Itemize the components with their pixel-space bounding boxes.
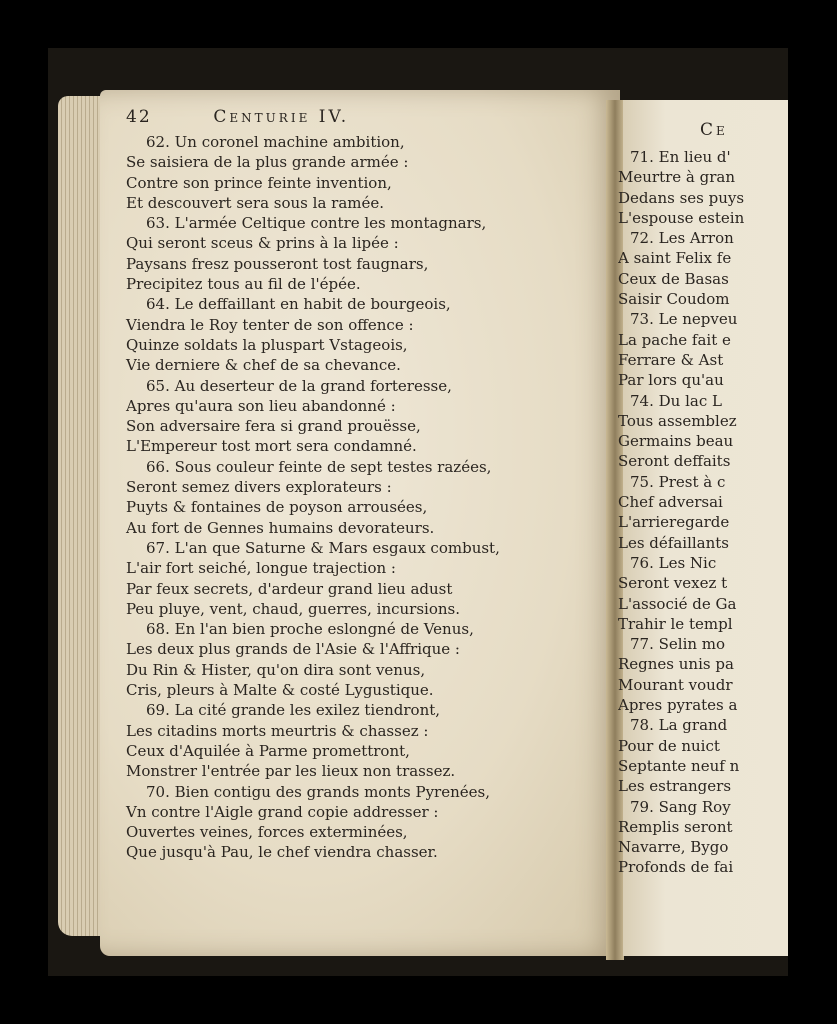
verse-line: Que jusqu'à Pau, le chef viendra chasser. <box>126 843 438 862</box>
verse-line: Vn contre l'Aigle grand copie addresser : <box>126 802 439 821</box>
verse-line: Ferrare & Ast <box>618 350 724 369</box>
verse-line: Ceux de Basas <box>618 269 729 288</box>
verse-line: Apres pyrates a <box>618 696 738 715</box>
verse-line: Pour de nuict <box>618 736 720 755</box>
verse-line: Seront semez divers explorateurs : <box>126 478 392 497</box>
verse-line: A saint Felix fe <box>618 249 732 268</box>
verse-line: Seront deffaits <box>618 452 731 471</box>
verse-line: 72. Les Arron <box>630 229 734 248</box>
verse-line: 68. En l'an bien proche eslongné de Venus, <box>146 620 474 639</box>
verse-line: Trahir le templ <box>618 614 733 633</box>
verse-line: Par lors qu'au <box>618 371 724 390</box>
verse-line: Septante neuf n <box>618 756 740 775</box>
verse-line: Cris, pleurs à Malte & costé Lygustique. <box>126 681 434 700</box>
verse-line: Remplis seront <box>618 817 733 836</box>
verse-line: Mourant voudr <box>618 675 733 694</box>
verse-line: 79. Sang Roy <box>630 797 731 816</box>
verse-line: Contre son prince feinte invention, <box>126 173 392 192</box>
verse-line: Germains beau <box>618 432 734 451</box>
verse-line: Regnes unis pa <box>618 655 734 674</box>
running-title: Centurie IV. <box>213 107 350 127</box>
left-page-header <box>126 107 556 132</box>
verse-line: L'arrieregarde <box>618 513 730 532</box>
verse-line: Puyts & fontaines de poyson arrousées, <box>126 498 428 517</box>
left-verse-lines <box>126 132 556 863</box>
verse-line: L'espouse estein <box>618 208 745 227</box>
verse-line: 74. Du lac L <box>630 391 722 410</box>
verse-line: Les estrangers <box>618 777 732 796</box>
verse-line: Seront vexez t <box>618 574 728 593</box>
right-page-text <box>618 147 788 878</box>
verse-line: 78. La grand <box>630 716 728 735</box>
verse-line: Peu pluye, vent, chaud, guerres, incursions. <box>126 599 460 618</box>
verse-line: 66. Sous couleur feinte de sept testes razées, <box>146 457 492 476</box>
verse-line: Son adversaire fera si grand prouësse, <box>126 417 421 436</box>
verse-line: L'associé de Ga <box>618 594 737 613</box>
verse-line: Se saisiera de la plus grande armée : <box>126 153 409 172</box>
verse-line: Paysans fresz pousseront tost faugnars, <box>126 254 429 273</box>
left-page-text <box>126 107 556 863</box>
verse-line: L'Empereur tost mort sera condamné. <box>126 437 417 456</box>
verse-line: Vie derniere & chef de sa chevance. <box>126 356 401 375</box>
verse-line: Au fort de Gennes humains devorateurs. <box>126 518 435 537</box>
verse-line: Les défaillants <box>618 533 729 552</box>
verse-line: Ceux d'Aquilée à Parme promettront, <box>126 741 410 760</box>
page-number: 42 <box>126 107 152 127</box>
verse-line: Viendra le Roy tenter de son offence : <box>126 315 414 334</box>
right-page-header: Ce <box>700 120 728 140</box>
verse-line: 62. Un coronel machine ambition, <box>146 133 405 151</box>
verse-line: Les citadins morts meurtris & chassez : <box>126 721 429 740</box>
verse-line: 69. La cité grande les exilez tiendront, <box>146 701 441 720</box>
verse-line: La pache fait e <box>618 330 731 349</box>
verse-line: Par feux secrets, d'ardeur grand lieu adust <box>126 579 453 598</box>
verse-line: Apres qu'aura son lieu abandonné : <box>126 396 396 415</box>
verse-line: Et descouvert sera sous la ramée. <box>126 193 385 212</box>
verse-line: 70. Bien contigu des grands monts Pyrenées, <box>146 782 490 801</box>
verse-line: 71. En lieu d' <box>630 148 731 166</box>
verse-line: Monstrer l'entrée par les lieux non trassez. <box>126 762 456 781</box>
verse-line: Les deux plus grands de l'Asie & l'Affrique : <box>126 640 460 659</box>
verse-line: Profonds de fai <box>618 858 734 877</box>
verse-line: 64. Le deffaillant en habit de bourgeois, <box>146 295 451 314</box>
verse-line: Du Rin & Hister, qu'on dira sont venus, <box>126 660 426 679</box>
verse-line: 76. Les Nic <box>630 553 717 572</box>
verse-line: Precipitez tous au fil de l'épée. <box>126 275 361 294</box>
verse-line: 75. Prest à c <box>630 472 726 491</box>
verse-line: 77. Selin mo <box>630 635 726 654</box>
verse-line: Ouvertes veines, forces exterminées, <box>126 823 408 842</box>
verse-line: 67. L'an que Saturne & Mars esgaux combust, <box>146 538 500 557</box>
verse-line: 63. L'armée Celtique contre les montagnars, <box>146 214 487 233</box>
right-verse-lines <box>618 147 788 878</box>
verse-line: Qui seront sceus & prins à la lipée : <box>126 234 399 253</box>
verse-line: Saisir Coudom <box>618 290 730 309</box>
verse-line: L'air fort seiché, longue trajection : <box>126 559 396 578</box>
verse-line: 65. Au deserteur de la grand forteresse, <box>146 376 452 395</box>
verse-line: Meurtre à gran <box>618 168 735 187</box>
verse-line: 73. Le nepveu <box>630 310 738 329</box>
verse-line: Tous assemblez <box>618 411 737 430</box>
verse-line: Chef adversai <box>618 493 723 512</box>
verse-line: Navarre, Bygo <box>618 838 729 857</box>
verse-line: Quinze soldats la pluspart Vstageois, <box>126 335 408 354</box>
verse-line: Dedans ses puys <box>618 188 745 207</box>
